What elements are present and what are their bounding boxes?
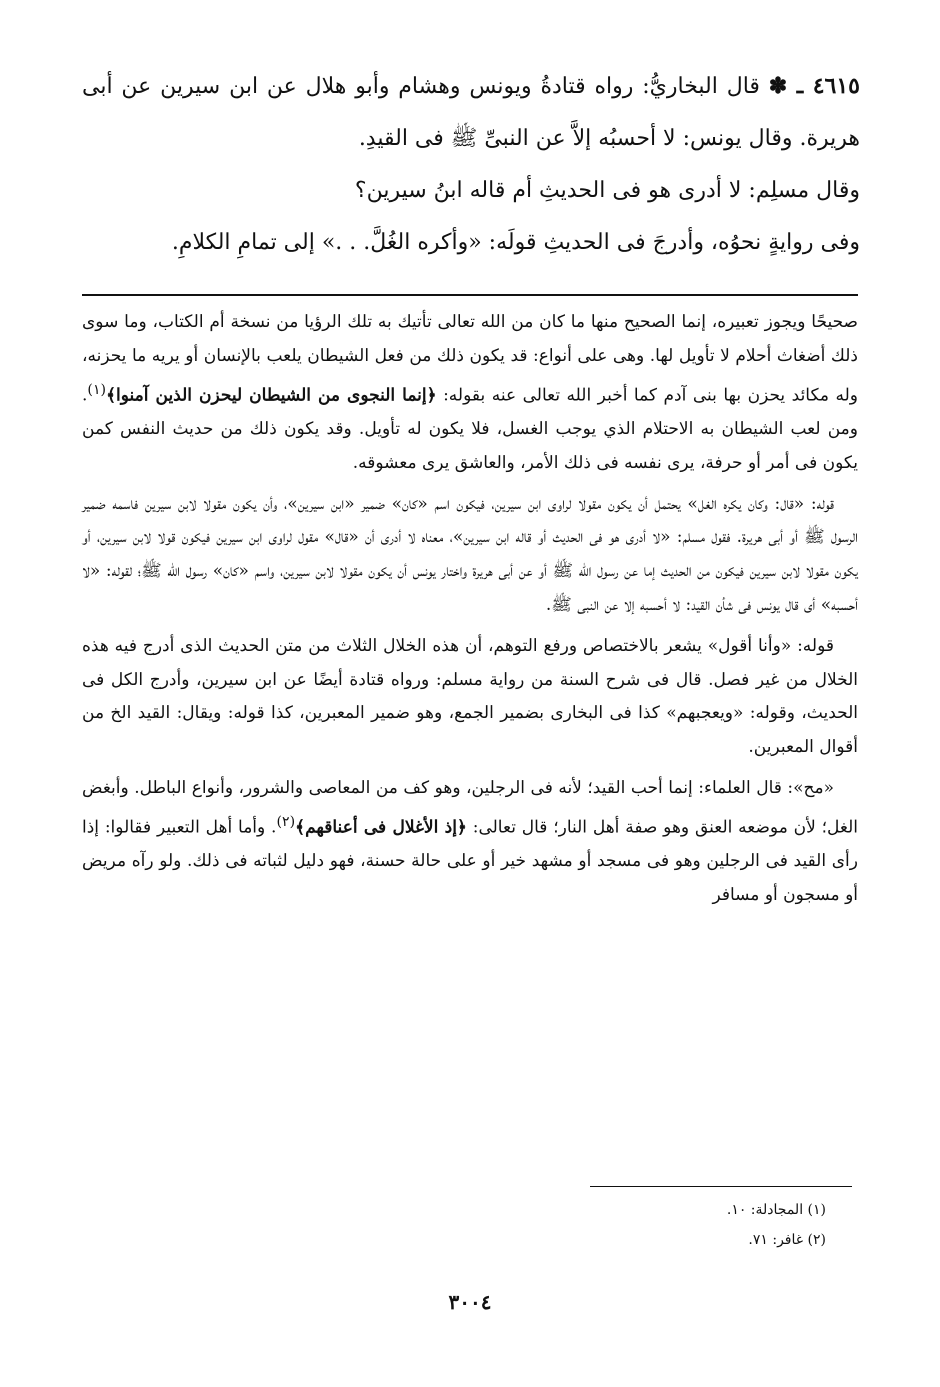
footnote-2: (٢) غافر: ٧١. [748, 1232, 826, 1248]
commentary-paragraph-2: قوله: «قال: وكان يكره الغل» يحتمل أن يكون مقولا لراوى ابن سيرين، فيكون اسم «كان» ضمير «ابن سيرين»، وأن يكون مقولا لابن سيرين فاسمه ضمير الرسول ﷺ أو أبى هريرة. فقول مسلم: «لا أدرى هو فى الحديث أو قاله ابن سيرين»، معناه لا أدرى أن «قال» مقول لراوى ابن سيرين فيكون قولا لابن سيرين، أو يكون مقولا لابن سيرين فيكون من الحديث إما عن رسول الله ﷺ أو عن أبى هريرة واختار يونس أن يكون مقولا لابن سيرين، واسم «كان» رسول الله ﷺ؛ لقوله: «لا أحسبه» أى قال يونس فى شأن القيد: لا أحسبه إلا عن النبى ﷺ. [82, 493, 858, 616]
quran-verse: ﴿إذ الأغلال فى أعناقهم﴾ [295, 817, 467, 838]
footnotes [727, 1195, 826, 1255]
hadith-line-text: قال البخاريُّ: رواه قتادةُ ويونس وهشام وأبو هلال عن ابن سيرين عن أبى هريرة. وقال يونس: لا أحسبُه إلاَّ عن النبىِّ ﷺ فى القيدِ. [82, 74, 860, 151]
hadith-number: ٤٦١٥ ـ ✽ [768, 73, 860, 99]
hadith-text [82, 60, 860, 269]
footnote-ref: (٢) [276, 813, 296, 830]
footnote-ref: (١) [87, 381, 107, 398]
hadith-paragraph-3: وفى روايةٍ نحوُه، وأدرجَ فى الحديثِ قولَه: «وأكره الغُلَّ. . .» إلى تمامِ الكلامِ. [171, 230, 860, 255]
commentary-text: صحيحًا ويجوز تعبيره، إنما الصحيح منها ما كان من الله تعالى تأتيك به تلك الرؤيا من نسخة أم الكتاب، وما سوى ذلك أضغاث أحلام لا تأويل لها. وهى على أنواع: قد يكون ذلك من فعل الشيطان يلعب بالإنسان أو يريه ما يحزنه، وله مكائد يحزن بها بنى آدم كما أخبر الله تعالى عنه بقوله: [82, 312, 858, 406]
main-separator-line [82, 294, 858, 296]
quran-verse: ﴿إنما النجوى من الشيطان ليحزن الذين آمنوا﴾ [106, 385, 437, 406]
commentary-paragraph-1 [82, 306, 858, 481]
commentary-section [82, 306, 858, 920]
commentary-paragraph-3: قوله: «وأنا أقول» يشعر بالاختصاص ورفع التوهم، أن هذه الخلال الثلاث من متن الحديث الذى أدرج فيه هذه الخلال من غير فصل. قال فى شرح السنة من رواية مسلم: ورواه قتادة أيضًا عن ابن سيرين، وأدرج الكل فى الحديث، وقوله: «ويعجبهم» كذا فى البخارى بضمير الجمع، وهو ضمير المعبرين، كذا قوله: ويقال: القيد الخ من أقوال المعبرين. [82, 635, 858, 758]
commentary-text: . ومن لعب الشيطان به الاحتلام الذي يوجب الغسل، فلا يكون له تأويل. وقد يكون ذلك من حديث النفس كمن يكون فى أمر أو حرفة، يرى نفسه فى ذلك الأمر، والعاشق يرى معشوقه. [82, 385, 858, 473]
hadith-paragraph-2: وقال مسلِم: لا أدرى هو فى الحديثِ أم قاله ابنُ سيرين؟ [354, 178, 860, 203]
page-number: ٣٠٠٤ [448, 1290, 492, 1314]
commentary-paragraph-4 [82, 772, 858, 913]
hadith-paragraph-1 [82, 60, 860, 165]
footnote-1: (١) المجادلة: ١٠. [726, 1202, 826, 1218]
commentary-text: . وأما أهل التعبير فقالوا: إذا رأى القيد فى الرجلين وهو فى مسجد أو مشهد خير أو على حالة حسنة، فهو دليل لثباته فى ذلك. ولو رآه مريض أو مسجون أو مسافر [82, 817, 858, 906]
footnote-separator-line [590, 1186, 852, 1187]
commentary-text: «مح»: قال العلماء: إنما أحب القيد؛ لأنه فى الرجلين، وهو كف من المعاصى والشرور، وأنواع الباطل. وأبغض الغل؛ لأن موضعه العنق وهو صفة أهل النار؛ قال تعالى: [82, 778, 859, 838]
